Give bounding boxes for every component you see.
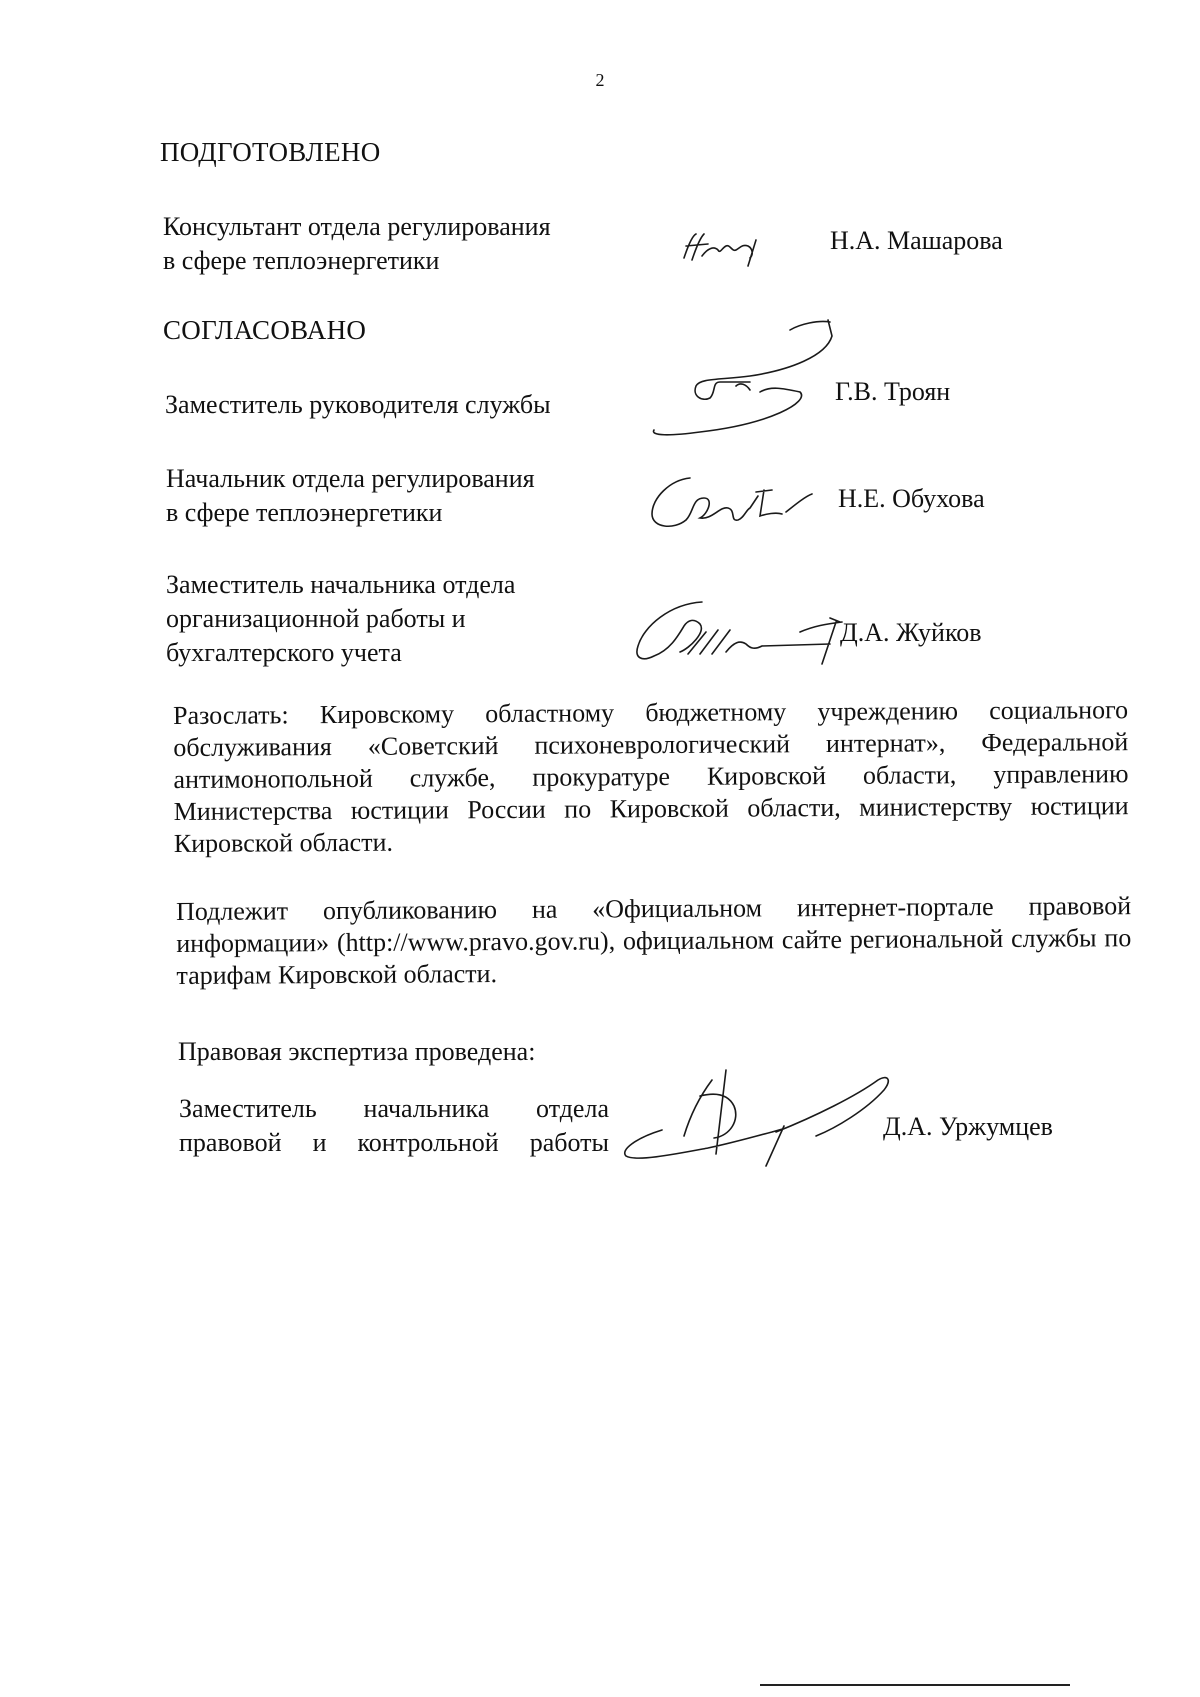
prepared-name: Н.А. Машарова — [830, 226, 1003, 255]
signature-zhuikov — [630, 596, 860, 676]
signature-urzhumtsev — [616, 1066, 896, 1176]
agreed-heading: СОГЛАСОВАНО — [163, 315, 367, 345]
prepared-position: Консультант отдела регулирования в сфере теплоэнергетики — [163, 212, 551, 275]
bottom-rule — [760, 1684, 1070, 1686]
agreed-name-3: Д.А. Жуйков — [840, 618, 982, 647]
signature-troyan — [640, 312, 840, 450]
publication-paragraph: Подлежит опубликованию на «Официальном интернет-портале правовой информации» (http://www.pravo.gov.ru), официальном сайте региональной службы по тарифам Кировской области. — [176, 891, 1132, 990]
agreed-position-3: Заместитель начальника отдела организационной работы и бухгалтерского учета — [166, 570, 516, 667]
prepared-heading: ПОДГОТОВЛЕНО — [160, 137, 381, 167]
legal-review-position: Заместитель начальника отдела правовой и контрольной работы — [179, 1094, 609, 1157]
agreed-position-1: Заместитель руководителя службы — [165, 390, 551, 419]
signature-masharova — [678, 226, 770, 270]
agreed-name-1: Г.В. Троян — [835, 377, 951, 406]
agreed-name-2: Н.Е. Обухова — [838, 484, 985, 513]
distribution-paragraph: Разослать: Кировскому областному бюджетному учреждению социального обслуживания «Советский психоневрологический интернат», Федеральной антимонопольной службе, прокуратуре Кировской области, управлению Министерства юстиции России по Кировской области, министерству юстиции Кировской области. — [173, 695, 1129, 858]
page-number: 2 — [595, 70, 605, 90]
legal-review-heading: Правовая экспертиза проведена: — [178, 1037, 536, 1066]
agreed-position-2: Начальник отдела регулирования в сфере теплоэнергетики — [166, 464, 535, 527]
legal-review-name: Д.А. Уржумцев — [883, 1112, 1053, 1141]
signature-obukhova — [646, 468, 816, 538]
